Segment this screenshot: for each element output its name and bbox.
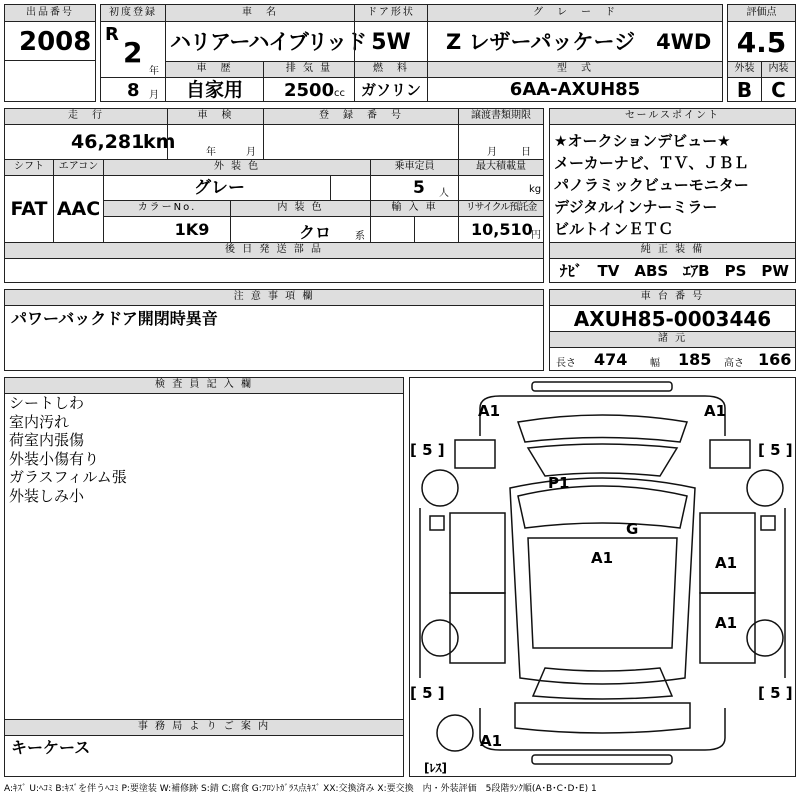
year-unit: 年 <box>149 66 159 77</box>
inspector-notes-label: 検 査 員 記 入 欄 <box>4 377 404 394</box>
tire-rating: [ 5 ] <box>758 684 793 702</box>
displacement-label: 排 気 量 <box>263 61 355 78</box>
car-body-svg <box>410 378 795 776</box>
height-value: 166 <box>758 350 792 369</box>
import-car-label: 輸 入 車 <box>370 200 459 217</box>
aircon-label: エアコン <box>53 159 104 176</box>
damage-mark: P1 <box>548 474 570 492</box>
era-label: R <box>105 24 119 45</box>
grade-label: グ レ ー ド <box>427 4 723 22</box>
lot-number-value: 2008 <box>4 21 96 61</box>
shift-value: FAT <box>4 175 54 243</box>
fuel-value: ガソリン <box>354 77 428 102</box>
import-car-cell-a <box>370 216 415 243</box>
seats-cell <box>370 175 459 201</box>
transfer-month-unit: 月 <box>487 147 497 158</box>
recycle-fee-cell <box>458 216 544 243</box>
damage-mark: A1 <box>478 402 501 420</box>
max-load-label: 最大積載量 <box>458 159 544 176</box>
registration-month: 8 <box>127 80 140 101</box>
inspection-year-unit: 年 <box>206 147 216 158</box>
model-value: 6AA-AXUH85 <box>427 77 723 102</box>
transfer-day-unit: 日 <box>521 147 531 158</box>
later-parts-label: 後 日 発 送 部 品 <box>4 242 544 259</box>
damage-mark: A1 <box>715 614 738 632</box>
door-type-label: ドア形状 <box>354 4 428 22</box>
exterior-grade-label: 外装 <box>727 61 762 78</box>
first-registration-label: 初度登録 <box>100 4 166 22</box>
chassis-number-value: AXUH85-0003446 <box>549 305 796 332</box>
transfer-deadline-label: 譲渡書類期限 <box>458 108 544 125</box>
mileage-value: 46,281 <box>71 131 145 153</box>
registration-number-cell <box>263 124 459 160</box>
tire-rating: [ 5 ] <box>410 684 445 702</box>
score-label: 評価点 <box>727 4 796 22</box>
damage-mark: A1 <box>591 549 614 567</box>
color-number-value: 1K9 <box>103 216 231 243</box>
tire-rating: [ 5 ] <box>410 441 445 459</box>
first-registration-year <box>100 21 166 78</box>
max-load-unit: kg <box>529 184 542 195</box>
displacement-cell <box>263 77 355 102</box>
inspector-note: 荷室内張傷 <box>9 431 85 449</box>
length-label: 長さ <box>556 358 576 369</box>
inspection-label: 車 検 <box>167 108 264 125</box>
specs-label: 諸 元 <box>549 331 796 348</box>
seats-unit: 人 <box>439 188 449 199</box>
tire-rating: [ 5 ] <box>758 441 793 459</box>
sales-points-list <box>549 124 796 243</box>
exterior-color-value: グレー <box>103 175 331 201</box>
interior-color-cell <box>230 216 371 243</box>
office-notice-label: 事 務 局 よ り ご 案 内 <box>4 719 404 736</box>
equipment-label: 純 正 装 備 <box>549 242 796 259</box>
sales-point: ビルトインＥＴＣ <box>554 220 674 238</box>
car-name-label: 車 名 <box>165 4 355 22</box>
score-value: 4.5 <box>727 21 796 62</box>
legend-text: A:ｷｽﾞ U:ﾍｺﾐ B:ｷｽﾞを伴うﾍｺﾐ P:要塗装 W:補修跡 S:錆 C:腐食 G:ﾌﾛﾝﾄｶﾞﾗｽ点ｷｽﾞ XX:交換済み X:要交換 内・外装評価 5段階ﾗﾝｸ順(A･B･C･D･E) 1 <box>4 784 597 794</box>
width-value: 185 <box>678 350 712 369</box>
shift-label: シフト <box>4 159 54 176</box>
inspector-notes-list <box>4 393 404 720</box>
specs-cell <box>549 347 796 371</box>
month-unit: 月 <box>149 90 159 101</box>
displacement-unit: cc <box>334 88 345 99</box>
car-history-label: 車 歴 <box>165 61 264 78</box>
damage-mark: G <box>626 520 639 538</box>
office-notice-value: キーケース <box>4 735 404 777</box>
max-load-cell <box>458 175 544 201</box>
damage-diagram <box>409 377 796 777</box>
aircon-value: AAC <box>53 175 104 243</box>
notes-value: パワーバックドア開閉時異音 <box>4 305 544 371</box>
inspector-note: 外装しみ小 <box>9 486 85 505</box>
chassis-number-label: 車 台 番 号 <box>549 289 796 306</box>
mileage-label: 走 行 <box>4 108 168 125</box>
seats-label: 乗車定員 <box>370 159 459 176</box>
lot-number-label: 出品番号 <box>4 4 96 22</box>
first-registration-month <box>100 77 166 102</box>
inspection-cell <box>167 124 264 160</box>
model-label: 型 式 <box>427 61 723 78</box>
sales-point: パノラミックビューモニター <box>554 176 749 194</box>
notes-label: 注 意 事 項 欄 <box>4 289 544 306</box>
inspection-month-unit: 月 <box>246 147 256 158</box>
door-type-value: 5W <box>354 21 428 62</box>
damage-mark: A1 <box>480 732 503 750</box>
transfer-deadline-cell <box>458 124 544 160</box>
interior-grade-label: 内装 <box>761 61 796 78</box>
equipment-value: ﾅﾋﾞ TV ABS ｴｱB PS PW <box>549 258 796 283</box>
fuel-label: 燃 料 <box>354 61 428 78</box>
car-name-value: ハリアーハイブリッド <box>165 21 355 62</box>
exterior-grade-value: B <box>727 77 762 102</box>
color-number-label: カラーNo. <box>103 200 231 217</box>
inspector-note: ガラスフィルム張 <box>9 468 127 486</box>
damage-mark: A1 <box>715 554 738 572</box>
exterior-color-blank <box>330 175 371 201</box>
inspector-note: 外装小傷有り <box>9 449 100 468</box>
import-car-cell-b <box>414 216 459 243</box>
registration-year: 2 <box>123 36 143 69</box>
sales-point: デジタルインナーミラー <box>554 198 718 216</box>
height-label: 高さ <box>724 358 744 369</box>
interior-color-label: 内 装 色 <box>230 200 371 217</box>
grade-value: Z レザーパッケージ 4WD <box>427 21 723 62</box>
spare-tire-label: [ﾚｽ] <box>424 761 447 775</box>
sales-point: ★オークションデビュー★ <box>554 132 731 150</box>
damage-mark: A1 <box>704 402 727 420</box>
interior-grade-value: C <box>761 77 796 102</box>
interior-color-unit: 系 <box>355 231 365 242</box>
seats-value: 5 <box>413 178 425 198</box>
lot-number-blank <box>4 60 96 102</box>
length-value: 474 <box>594 350 628 369</box>
recycle-fee-label: リサイクル預託金 <box>458 200 544 217</box>
registration-number-label: 登 録 番 号 <box>263 108 459 125</box>
car-history-value: 自家用 <box>165 77 264 102</box>
sales-point: メーカーナビ、ＴＶ、ＪＢＬ <box>554 154 749 172</box>
later-parts-cell <box>4 258 544 283</box>
inspector-note: シートしわ <box>9 394 85 412</box>
displacement-value: 2500 <box>284 80 335 101</box>
mileage-cell <box>4 124 176 160</box>
inspector-note: 室内汚れ <box>9 412 70 431</box>
sales-points-label: セールスポイント <box>549 108 796 125</box>
exterior-color-label: 外 装 色 <box>103 159 371 176</box>
mileage-unit: km <box>143 131 176 153</box>
interior-color-value: クロ <box>299 223 332 242</box>
recycle-fee-value: 10,510 <box>471 220 533 239</box>
width-label: 幅 <box>650 358 660 369</box>
recycle-fee-unit: 円 <box>531 230 541 241</box>
